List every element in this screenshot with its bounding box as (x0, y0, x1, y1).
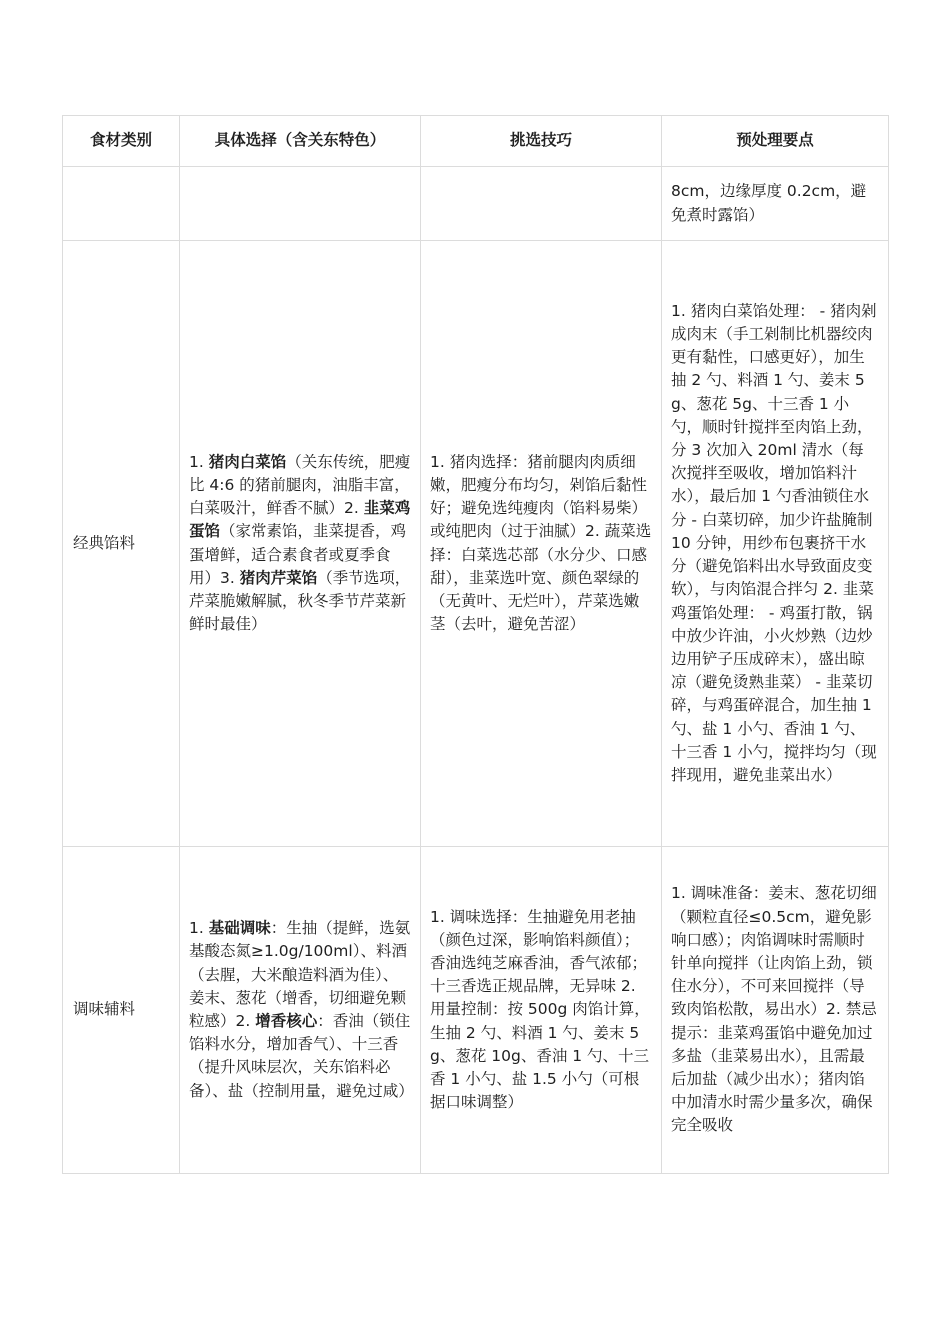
filling-pork-celery-desc: （季节选项，芹菜脆嫩解腻，秋冬季节芹菜新鲜时最佳） (189, 568, 411, 634)
row1-choice (180, 241, 421, 847)
filling-pork-cabbage-desc: （关东传统，肥瘦比 4:6 的猪前腿肉，油脂丰富，白菜吸汁，鲜香不腻）2. (189, 452, 411, 518)
row1-prep: 1. 猪肉白菜馅处理： - 猪肉剁成肉末（手工剁制比机器绞肉更有黏性，口感更好），加生抽 2 勺、料酒 1 勺、姜末 5g、葱花 5g、十三香 1 小勺，顺时针搅拌至肉馅上劲，分 3 次加入 20ml 清水（每次搅拌至吸收，增加馅料汁水），最后加 1 勺香油锁住水分 - 白菜切碎，加少许盐腌制 10 分钟，用纱布包裹挤干水分（避免馅料出水导致面皮变软），与肉馅混合拌匀 2. 韭菜鸡蛋馅处理： - 鸡蛋打散，锅中放少许油，小火炒熟（边炒边用铲子压成碎末），盛出晾凉（避免烫熟韭菜） - 韭菜切碎，与鸡蛋碎混合，加生抽 1 勺、盐 1 小勺、香油 1 勺、十三香 1 小勺，搅拌均匀（现拌现用，避免韭菜出水） (662, 241, 889, 847)
seasoning-aroma-desc: ：香油（锁住馅料水分，增加香气）、十三香（提升风味层次，关东馅料必备）、盐（控制用量，避免过咸） (189, 1012, 414, 1100)
header-tips: 挑选技巧 (421, 116, 662, 167)
header-choice: 具体选择（含关东特色） (180, 116, 421, 167)
filling-pork-cabbage: 猪肉白菜馅 (208, 452, 287, 471)
row1-choice-num: 1. (189, 452, 209, 471)
row2-choice-num: 1. (189, 919, 209, 938)
row2-category: 调味辅料 (63, 847, 180, 1174)
row1-tips: 1. 猪肉选择：猪前腿肉肉质细嫩，肥瘦分布均匀，剁馅后黏性好；避免选纯瘦肉（馅料易柴）或纯肥肉（过于油腻）2. 蔬菜选择：白菜选芯部（水分少、口感甜），韭菜选叶宽、颜色翠绿的（无黄叶、无烂叶），芹菜选嫩茎（去叶，避免苦涩） (421, 241, 662, 847)
ingredients-table (62, 115, 889, 1174)
row2-choice (180, 847, 421, 1174)
table-row (63, 241, 889, 847)
filling-chive-egg: 韭菜鸡蛋馅 (189, 499, 411, 541)
filling-chive-egg-desc: （家常素馅，韭菜提香，鸡蛋增鲜，适合素食者或夏季食用）3. (189, 522, 407, 587)
table-header-row (63, 116, 889, 167)
row0-choice (180, 167, 421, 241)
row0-tips (421, 167, 662, 241)
seasoning-basic-desc: ：生抽（提鲜，选氨基酸态氮≥1.0g/100ml）、料酒（去腥，大米酿造料酒为佳）、姜末、葱花（增香，切细避免颗粒感）2. (189, 919, 411, 1030)
row2-prep: 1. 调味准备：姜末、葱花切细（颗粒直径≤0.5cm，避免影响口感）；肉馅调味时需顺时针单向搅拌（让肉馅上劲，锁住水分），不可来回搅拌（导致肉馅松散，易出水）2. 禁忌提示：韭菜鸡蛋馅中避免加过多盐（韭菜易出水），且需最后加盐（减少出水）；猪肉馅中加清水时需少量多次，确保完全吸收 (662, 847, 889, 1174)
table-row (63, 167, 889, 241)
header-prep: 预处理要点 (662, 116, 889, 167)
seasoning-basic: 基础调味 (208, 919, 271, 938)
header-category: 食材类别 (63, 116, 180, 167)
row0-prep: 8cm，边缘厚度 0.2cm，避免煮时露馅） (662, 167, 889, 241)
row0-category (63, 167, 180, 241)
filling-pork-celery: 猪肉芹菜馅 (239, 568, 318, 587)
row2-tips: 1. 调味选择：生抽避免用老抽（颜色过深，影响馅料颜值）；香油选纯芝麻香油，香气浓郁；十三香选正规品牌，无异味 2. 用量控制：按 500g 肉馅计算，生抽 2 勺、料酒 1 勺、姜末 5g、葱花 10g、香油 1 勺、十三香 1 小勺、盐 1.5 小勺（可根据口味调整） (421, 847, 662, 1174)
row1-category: 经典馅料 (63, 241, 180, 847)
table-row (63, 847, 889, 1174)
seasoning-aroma: 增香核心 (255, 1012, 318, 1030)
